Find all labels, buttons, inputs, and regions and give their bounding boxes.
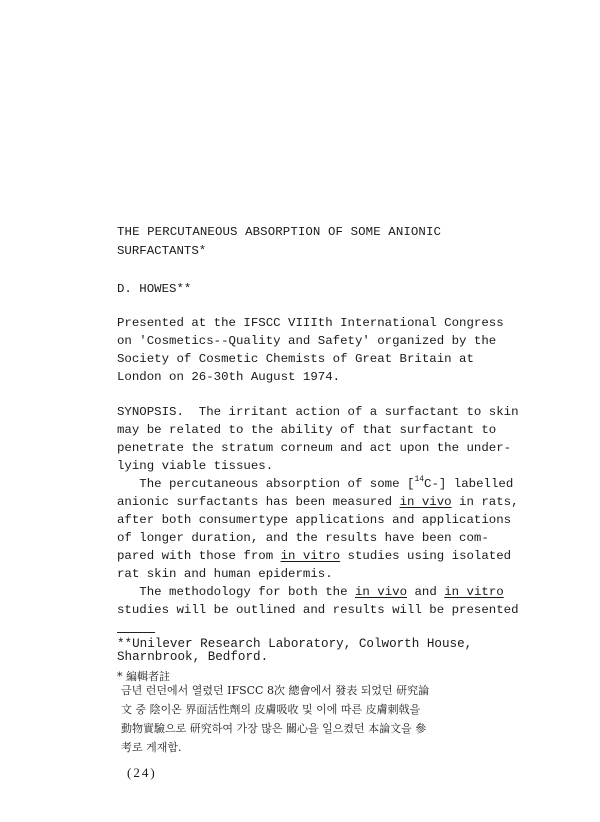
synopsis-line: after both consumertype applications and applications [117, 513, 512, 527]
synopsis-line: studies will be outlined and results will be presented [117, 603, 519, 617]
page-number: (24) [127, 765, 157, 780]
article-title-line-1: THE PERCUTANEOUS ABSORPTION OF SOME ANIONIC [117, 225, 442, 239]
synopsis-line: of longer duration, and the results have been com- [117, 531, 489, 545]
author-name: D. HOWES** [117, 282, 192, 296]
footnote-divider [117, 632, 155, 633]
synopsis-text: The irritant action of a surfactant to skin [183, 405, 519, 419]
underlined-term: in vivo [354, 585, 408, 599]
synopsis-line: penetrate the stratum corneum and act upon the under- [117, 441, 512, 455]
underlined-term: in vitro [444, 585, 504, 599]
synopsis-line [117, 476, 513, 492]
presented-line: Society of Cosmetic Chemists of Great Britain at [117, 352, 474, 366]
text-run: The percutaneous absorption of some [ [117, 477, 415, 491]
article-title-line-2: SURFACTANTS* [117, 244, 207, 258]
synopsis-line [117, 548, 511, 564]
footnote-affiliation-line: **Unilever Research Laboratory, Colworth House, [117, 637, 473, 651]
synopsis-line [117, 584, 504, 600]
text-run: The methodology for both the [117, 585, 355, 599]
isotope-superscript: 14 [414, 475, 425, 484]
synopsis-line [117, 404, 519, 420]
editor-note-line: 文 중 陰이온 界面活性劑의 皮膚吸收 및 이에 따른 皮膚刺戟을 [121, 703, 421, 716]
text-run: anionic surfactants has been measured [117, 495, 400, 509]
footnote-affiliation-line: Sharnbrook, Bedford. [117, 650, 269, 664]
text-run: studies using isolated [340, 549, 512, 563]
text-run: pared with those from [117, 549, 281, 563]
synopsis-line: may be related to the ability of that surfactant to [117, 423, 497, 437]
text-run: C-] labelled [424, 477, 514, 491]
synopsis-heading: SYNOPSIS. [117, 405, 184, 419]
text-run: in rats, [451, 495, 519, 509]
editor-note-line: 考로 게재함. [121, 741, 182, 754]
editor-note-line: 動物實驗으로 研究하여 가장 많은 關心을 일으켰던 本論文을 參 [121, 722, 427, 735]
text-run: and [407, 585, 445, 599]
underlined-term: in vitro [280, 549, 341, 563]
underlined-term: in vivo [399, 495, 452, 509]
synopsis-line [117, 494, 519, 510]
editor-note-mark: * 編輯者註 [117, 670, 170, 683]
presented-line: Presented at the IFSCC VIIIth International Congress [117, 316, 504, 330]
presented-line: on 'Cosmetics--Quality and Safety' organized by the [117, 334, 497, 348]
synopsis-line: rat skin and human epidermis. [117, 567, 333, 581]
editor-note-line: 금년 런던에서 열렸던 IFSCC 8次 總會에서 發表 되었던 研究論 [121, 684, 430, 697]
presented-line: London on 26-30th August 1974. [117, 370, 341, 384]
synopsis-line: lying viable tissues. [117, 459, 274, 473]
